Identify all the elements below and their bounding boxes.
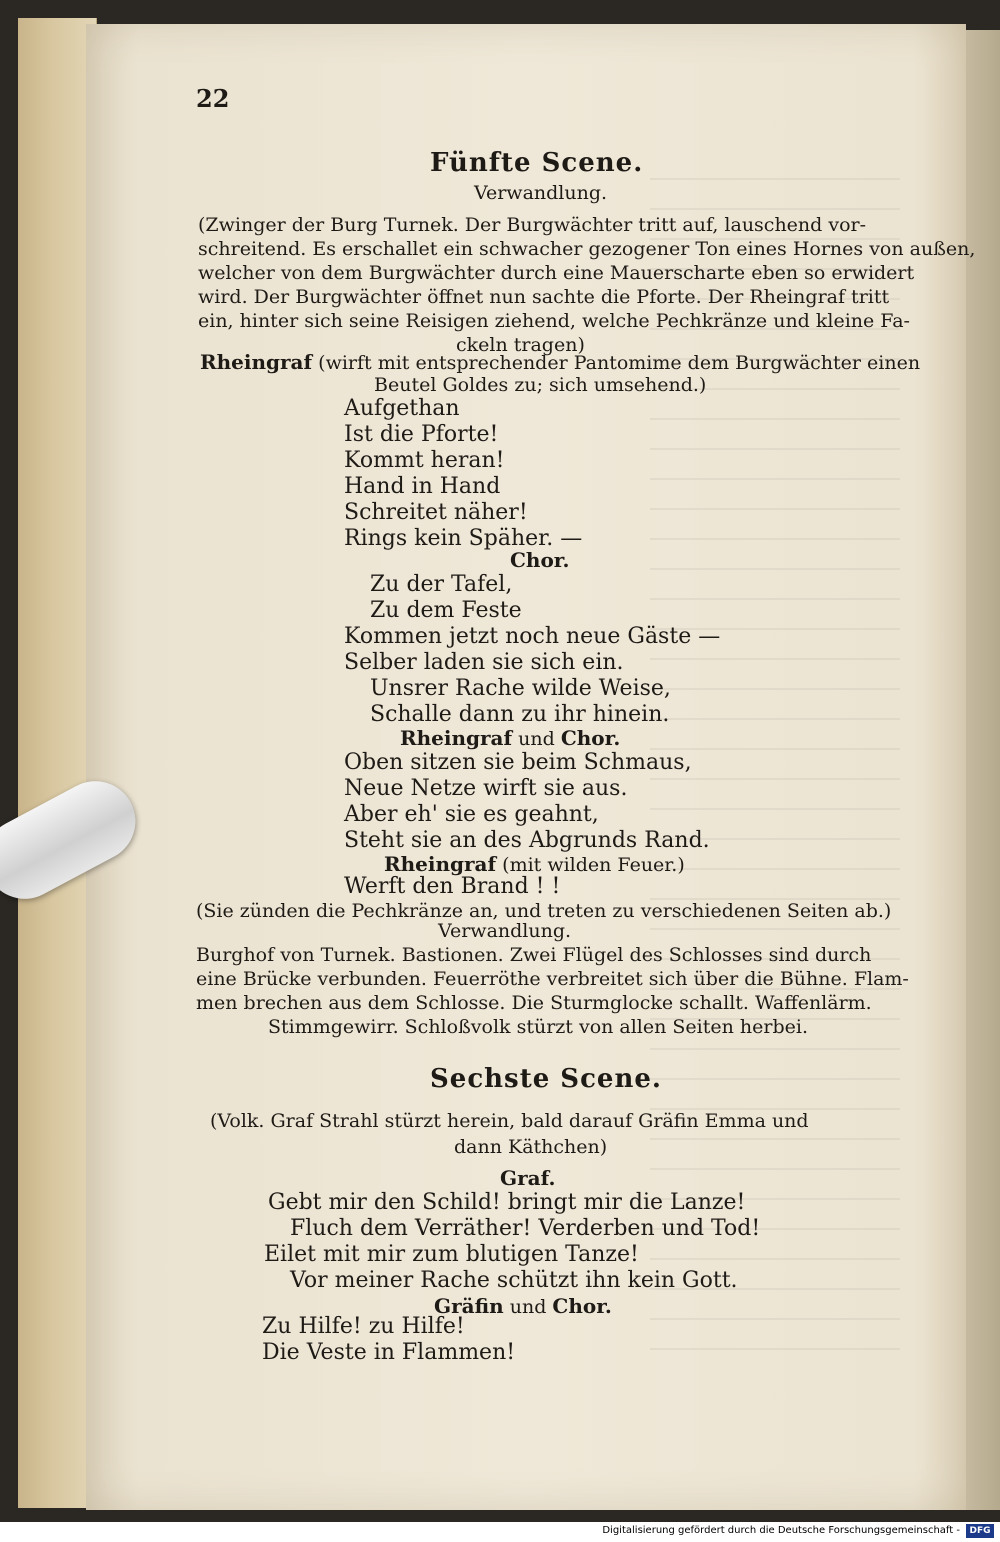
stage-direction-line: dann Käthchen) — [454, 1136, 608, 1158]
speaker-name: Rheingraf — [200, 350, 313, 374]
speaker-name: Gräfin — [434, 1294, 504, 1318]
verse-line: Eilet mit mir zum blutigen Tanze! — [264, 1242, 639, 1267]
stage-direction-line: (Volk. Graf Strahl stürzt herein, bald darauf Gräfin Emma und — [210, 1110, 809, 1132]
stage-direction-line: welcher von dem Burgwächter durch eine Mauerscharte eben so erwidert — [198, 262, 915, 284]
verse-line: Kommen jetzt noch neue Gäste — — [344, 624, 721, 649]
conjunction: und — [509, 1296, 547, 1318]
verse-line: Rings kein Späher. — — [344, 526, 583, 551]
stage-direction-line: ckeln tragen) — [456, 334, 585, 356]
verse-line: Gebt mir den Schild! bringt mir die Lanze! — [268, 1190, 746, 1215]
verse-line: Werft den Brand ! ! — [344, 874, 561, 899]
speaker-name: Chor. — [552, 1294, 612, 1318]
conjunction: und — [518, 728, 555, 750]
stage-direction-line: wird. Der Burgwächter öffnet nun sachte die Pforte. Der Rheingraf tritt — [198, 286, 890, 308]
footer-credit: Digitalisierung gefördert durch die Deutsche Forschungsgemeinschaft - — [602, 1525, 960, 1536]
page-number: 22 — [196, 84, 230, 113]
verse-line: Zu dem Feste — [370, 598, 522, 623]
stage-direction-line: ein, hinter sich seine Reisigen ziehend, welche Pechkränze und kleine Fa- — [198, 310, 910, 332]
verse-line: Zu Hilfe! zu Hilfe! — [262, 1314, 465, 1339]
verse-line: Hand in Hand — [344, 474, 501, 499]
verse-line: Die Veste in Flammen! — [262, 1340, 516, 1365]
set-description-line: men brechen aus dem Schlosse. Die Sturmglocke schallt. Waffenlärm. — [196, 992, 872, 1014]
set-description-line: Stimmgewirr. Schloßvolk stürzt von allen Seiten herbei. — [268, 1016, 808, 1038]
dfg-logo: DFG — [966, 1524, 994, 1538]
verse-line: Steht sie an des Abgrunds Rand. — [344, 828, 710, 853]
verse-line: Aufgethan — [344, 396, 460, 421]
verse-line: Selber laden sie sich ein. — [344, 650, 624, 675]
set-description-line: eine Brücke verbunden. Feuerröthe verbreitet sich über die Bühne. Flam- — [196, 968, 909, 990]
speaker-name: Rheingraf — [384, 852, 497, 876]
scene-5-transform-2: Verwandlung. — [438, 920, 572, 942]
speaker-line-rheingraf-2 — [384, 852, 685, 876]
verse-line: Oben sitzen sie beim Schmaus, — [344, 750, 692, 775]
speaker-line-rheingraf — [200, 350, 920, 374]
stage-direction-line: (Zwinger der Burg Turnek. Der Burgwächter tritt auf, lauschend vor- — [198, 214, 867, 236]
speaker-direction: (wirft mit entsprechender Pantomime dem Burgwächter einen — [318, 352, 921, 374]
scene-5-transform: Verwandlung. — [474, 182, 608, 204]
scene-6-title: Sechste Scene. — [430, 1064, 662, 1094]
speaker-direction-cont: Beutel Goldes zu; sich umsehend.) — [374, 374, 707, 396]
graf-label: Graf. — [500, 1166, 556, 1190]
verse-line: Vor meiner Rache schützt ihn kein Gott. — [290, 1268, 738, 1293]
verse-line: Zu der Tafel, — [370, 572, 513, 597]
speaker-name: Rheingraf — [400, 726, 513, 750]
speaker-line-both — [400, 726, 620, 750]
stage-direction-line: (Sie zünden die Pechkränze an, und treten zu verschiedenen Seiten ab.) — [196, 900, 892, 922]
speaker-direction: (mit wilden Feuer.) — [502, 854, 685, 876]
verse-line: Ist die Pforte! — [344, 422, 499, 447]
verse-line: Fluch dem Verräther! Verderben und Tod! — [290, 1216, 761, 1241]
verse-line: Schreitet näher! — [344, 500, 528, 525]
set-description-line: Burghof von Turnek. Bastionen. Zwei Flügel des Schlosses sind durch — [196, 944, 872, 966]
verse-line: Neue Netze wirft sie aus. — [344, 776, 628, 801]
stage-direction-line: schreitend. Es erschallet ein schwacher gezogener Ton eines Hornes von außen, — [198, 238, 976, 260]
speaker-name: Chor. — [560, 726, 621, 750]
scene-5-title: Fünfte Scene. — [430, 148, 644, 178]
chor-label: Chor. — [510, 548, 570, 572]
verse-line: Kommt heran! — [344, 448, 505, 473]
verse-line: Aber eh' sie es geahnt, — [344, 802, 599, 827]
verse-line: Schalle dann zu ihr hinein. — [370, 702, 670, 727]
verse-line: Unsrer Rache wilde Weise, — [370, 676, 671, 701]
